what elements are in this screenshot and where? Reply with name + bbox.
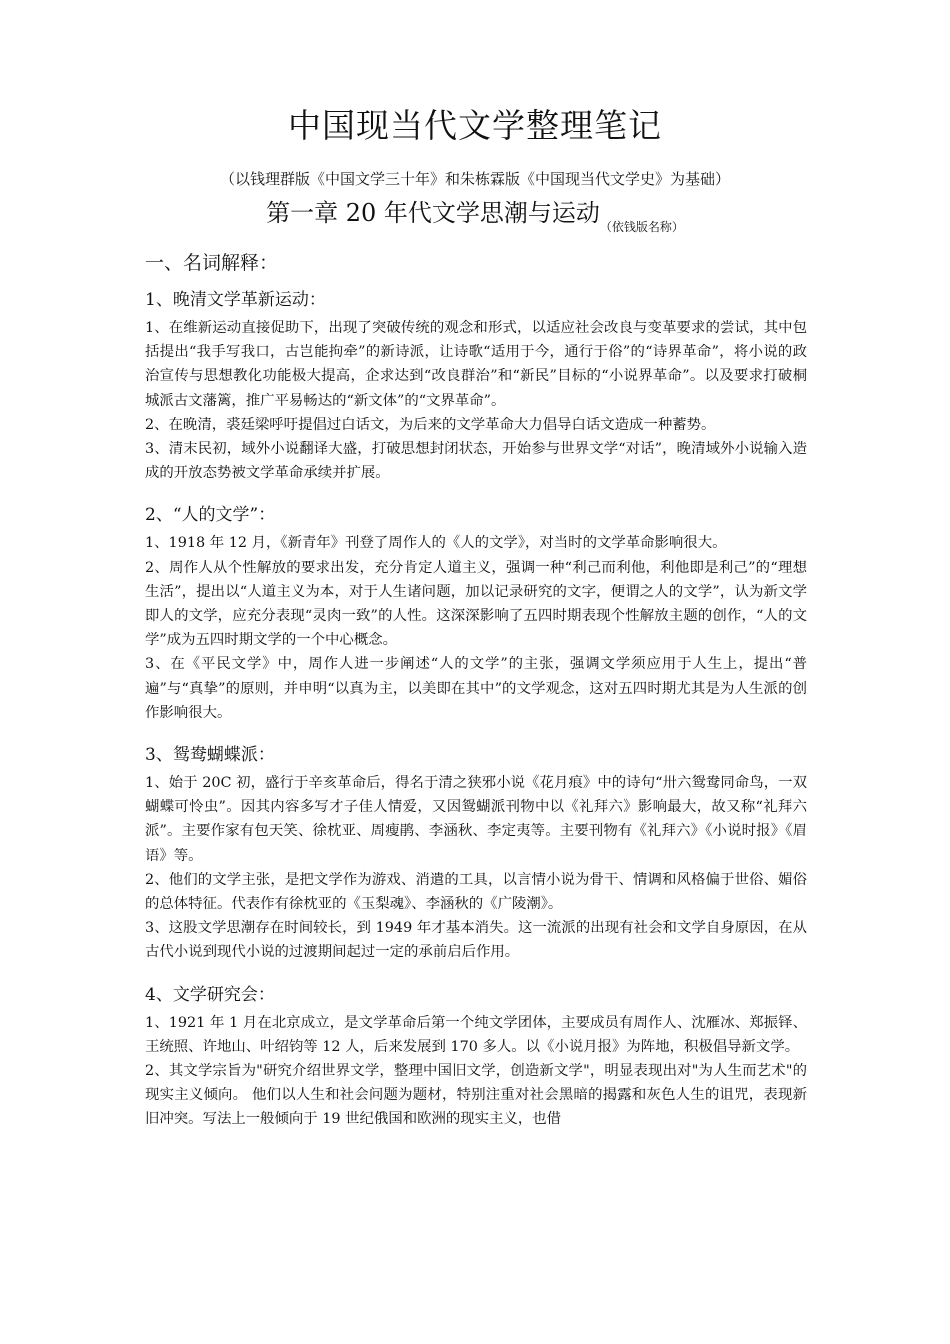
paragraph: 1、1921 年 1 月在北京成立，是文学革命后第一个纯文学团体，主要成员有周作人、沈雁冰、郑振铎、王统照、许地山、叶绍钧等 12 人，后来发展到 170 多人。以《小说月报》为阵地，积极倡导新文学。 bbox=[145, 1014, 807, 1055]
chapter-title: 第一章 20 年代文学思潮与运动 bbox=[266, 199, 600, 227]
paragraph: 1、始于 20C 初，盛行于辛亥革命后，得名于清之狭邪小说《花月痕》中的诗句“卅六鸳鸯同命鸟，一双蝴蝶可怜虫”。因其内容多写才子佳人情爱，又因鸳蝴派刊物中以《礼拜六》影响最大，故又称“礼拜六派”。主要作家有包天笑、徐枕亚、周瘦鹃、李涵秋、李定夷等。主要刊物有《礼拜六》《小说时报》《眉语》等。 bbox=[145, 775, 807, 864]
paragraph: 2、他们的文学主张，是把文学作为游戏、消遣的工具，以言情小说为骨干、情调和风格偏于世俗、媚俗的总体特征。代表作有徐枕亚的《玉梨魂》、李涵秋的《广陵潮》。 bbox=[145, 871, 807, 913]
subsection-heading: 2、“人的文学”： bbox=[145, 505, 276, 526]
paragraph: 1、在维新运动直接促助下，出现了突破传统的观念和形式，以适应社会改良与变革要求的尝试，其中包括提出“我手写我口，古岂能拘牵”的新诗派，让诗歌“适用于今，通行于俗”的“诗界革命”，将小说的政治宣传与思想教化功能极大提高，企求达到“改良群治”和“新民”目标的“小说界革命”。以及要求打破桐城派古文藩篱，推广平易畅达的“新文体”的“文界革命”。 bbox=[145, 320, 807, 409]
document-body bbox=[145, 242, 807, 1148]
paragraph: 2、周作人从个性解放的要求出发，充分肯定人道主义，强调一种“利己而利他，利他即是利己”的“理想生活”，提出以“人道主义为本，对于人生诸问题，加以记录研究的文字，便谓之人的文学”，认为新文学即人的文学，应充分表现“灵肉一致”的人性。这深深影响了五四时期表现个性解放主题的创作，“人的文学”成为五四时期文学的一个中心概念。 bbox=[145, 559, 807, 649]
subsection-human-literature bbox=[145, 501, 807, 725]
subsection-mandarin-duck-butterfly bbox=[145, 741, 807, 965]
paragraph: 3、清末民初，域外小说翻译大盛，打破思想封闭状态，开始参与世界文学“对话”，晚清域外小说输入造成的开放态势被文学革命承续并扩展。 bbox=[145, 441, 807, 482]
document-subtitle: （以钱理群版《中国文学三十年》和朱栋霖版《中国现当代文学史》为基础） bbox=[219, 170, 730, 188]
subsection-heading: 4、文学研究会： bbox=[145, 984, 275, 1005]
paragraph: 3、这股文学思潮存在时间较长，到 1949 年才基本消失。这一流派的出现有社会和文学自身原因，在从古代小说到现代小说的过渡期间起过一定的承前启后作用。 bbox=[145, 920, 807, 961]
paragraph: 2、在晚清，裘廷梁呼吁提倡过白话文，为后来的文学革命大力倡导白话文造成一种蓄势。 bbox=[145, 416, 716, 433]
chapter-heading bbox=[0, 196, 950, 234]
paragraph: 2、其文学宗旨为"研究介绍世界文学，整理中国旧文学，创造新文学"，明显表现出对"为人生而艺术"的现实主义倾向。 他们以人生和社会问题为题材，特别注重对社会黑暗的揭露和灰色人生的诅咒，表现新旧冲突。写法上一般倾向于 19 世纪俄国和欧洲的现实主义，也借 bbox=[145, 1063, 807, 1128]
section-heading: 一、名词解释： bbox=[145, 252, 279, 274]
subsection-heading: 3、鸳鸯蝴蝶派： bbox=[145, 745, 275, 766]
subsection-late-qing-reform bbox=[145, 286, 807, 485]
document-title: 中国现当代文学整理笔记 bbox=[288, 106, 662, 145]
paragraph: 1、1918 年 12 月，《新青年》刊登了周作人的《人的文学》，对当时的文学革命影响很大。 bbox=[145, 535, 727, 552]
chapter-note: （依钱版名称） bbox=[599, 220, 684, 234]
paragraph: 3、在《平民文学》中，周作人进一步阐述“人的文学”的主张，强调文学须应用于人生上，提出“普遍”与“真挚”的原则，并申明“以真为主，以美即在其中”的文学观念，这对五四时期尤其是为人生派的创作影响很大。 bbox=[145, 656, 807, 721]
subsection-literary-research-association bbox=[145, 981, 807, 1132]
subsection-heading: 1、晚清文学革新运动： bbox=[145, 290, 326, 310]
